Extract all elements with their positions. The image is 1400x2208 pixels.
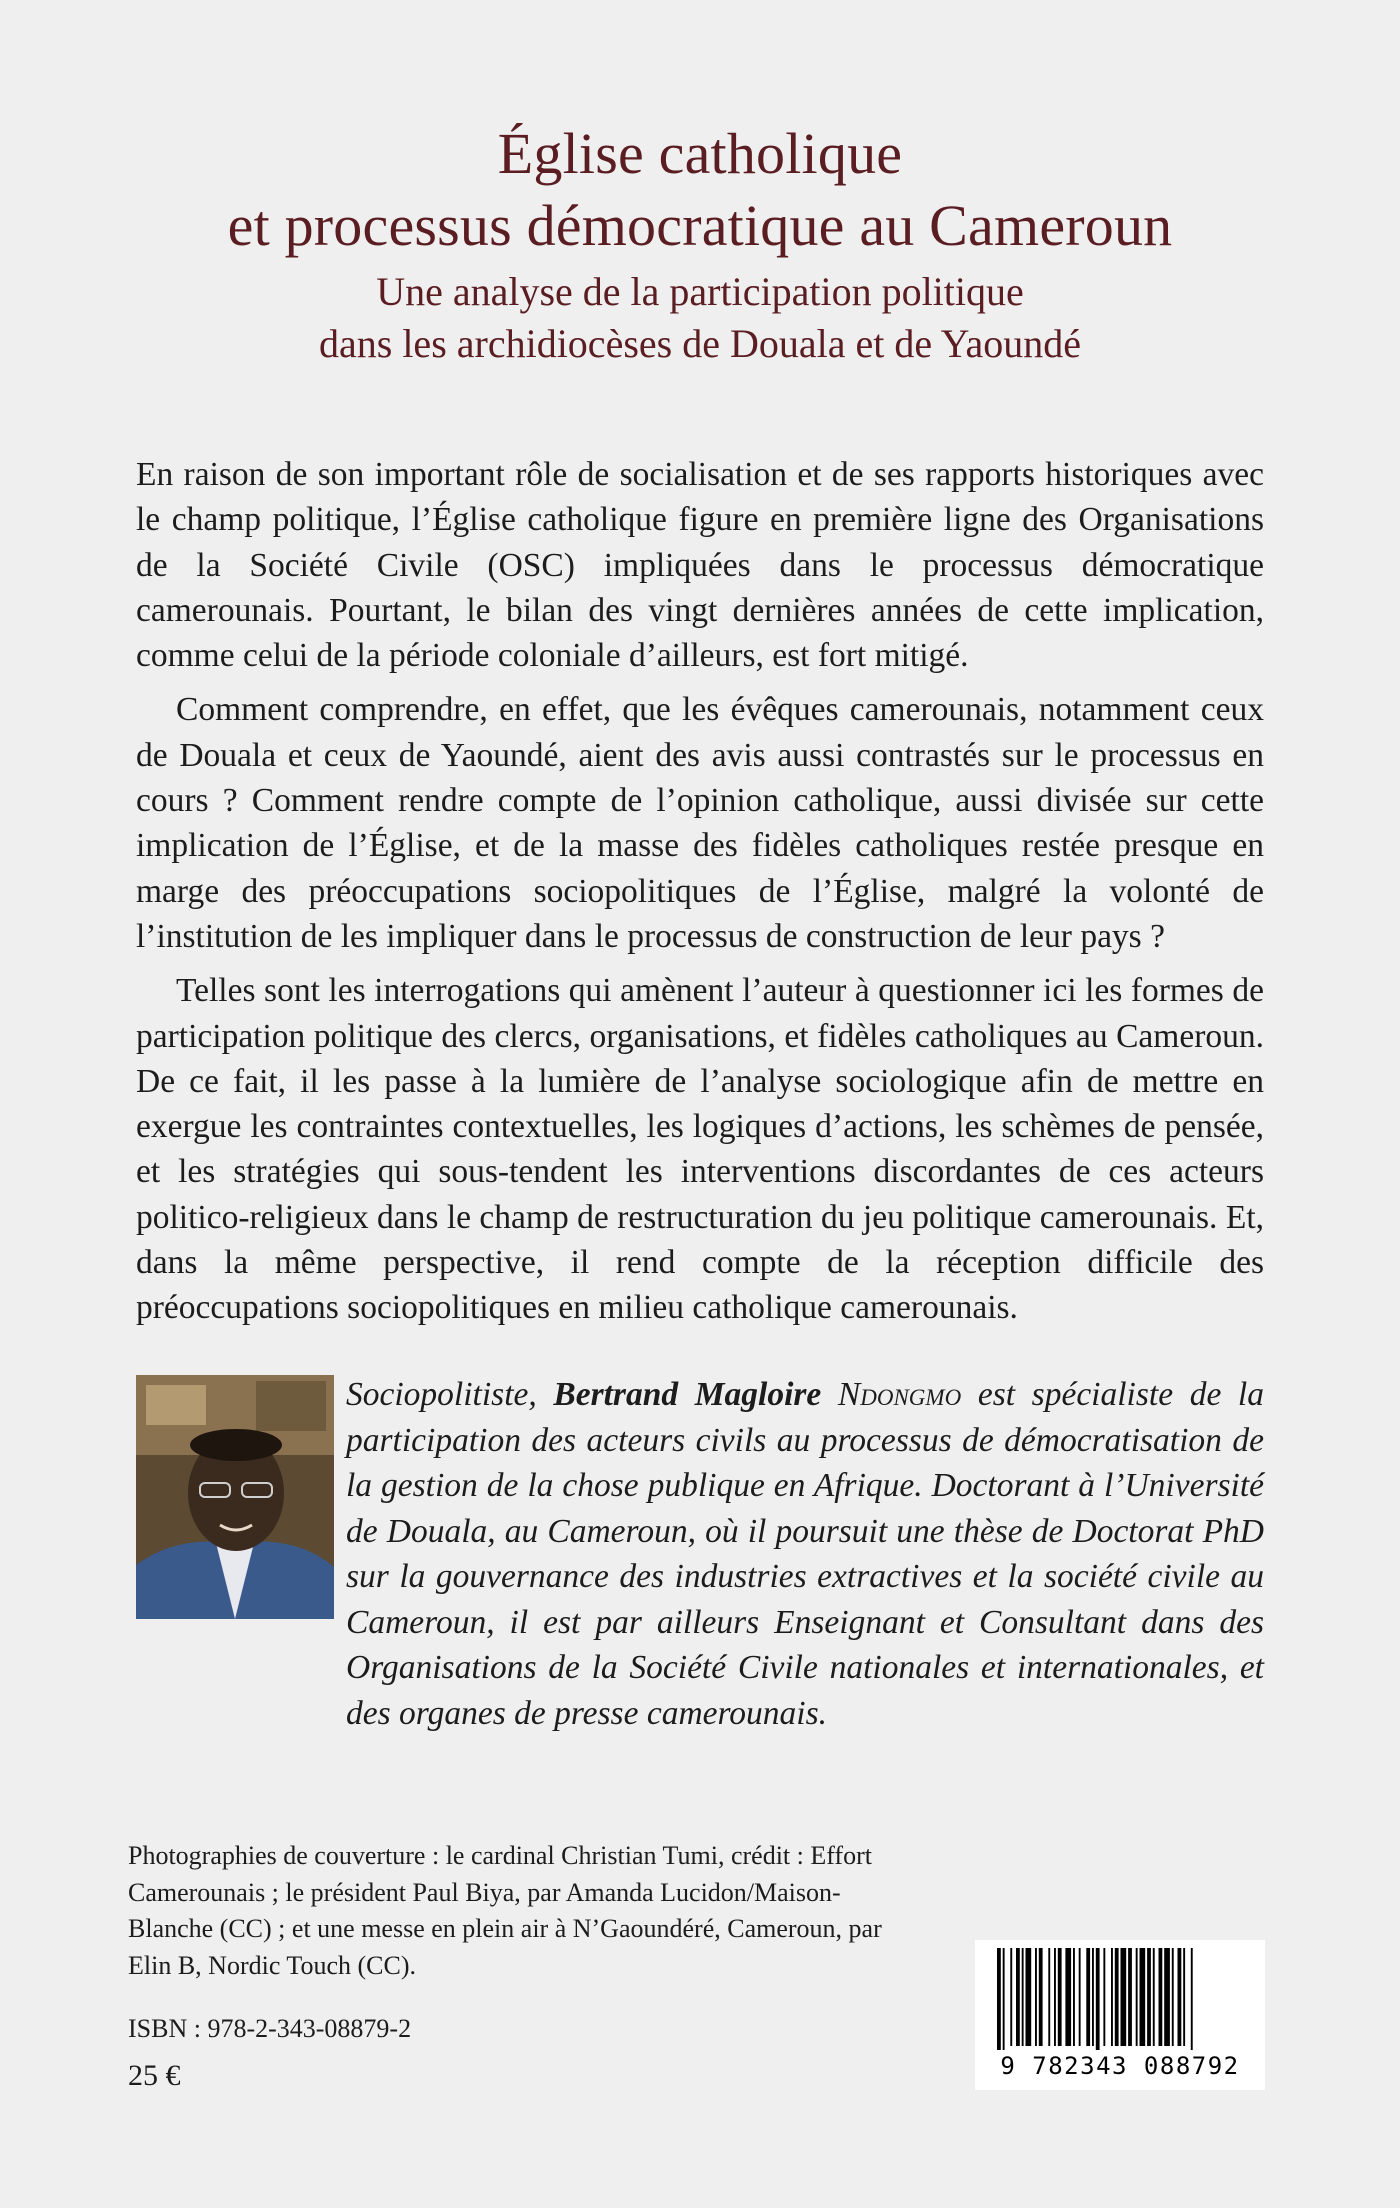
book-title-line-2: et processus démocratique au Cameroun bbox=[227, 193, 1173, 258]
barcode-bar bbox=[1086, 1948, 1090, 2046]
barcode-bar bbox=[1178, 1948, 1182, 2046]
blurb-paragraph-3: Telles sont les interrogations qui amènent l’auteur à questionner ici les formes de participation politique des clercs, organisations, et fidèles catholiques au Cameroun. De ce fait, il les passe à la lumière de l’analyse sociologique afin de mettre en exergue les contraintes contextuelles, les logiques d’actions, les schèmes de pensée, et les stratégies qui sous-tendent les interventions discordantes de ces acteurs politico-religieux dans le champ de restructuration du jeu politique camerounais. Et, dans la même perspective, il rend compte de la réception difficile des préoccupations sociopolitiques en milieu catholique camerounais. bbox=[136, 972, 1264, 1327]
barcode-bar bbox=[1039, 1948, 1043, 2046]
barcode-bar bbox=[1079, 1948, 1081, 2046]
barcode-bar bbox=[1128, 1948, 1132, 2046]
photo-credits: Photographies de couverture : le cardinal Christian Tumi, crédit : Effort Camerounais ; le président Paul Biya, par Amanda Lucidon/Maison-Blanche (CC) ; et une messe en plein air à N’Gaoundéré, Cameroun, par Elin B, Nordic Touch (CC). bbox=[128, 1841, 882, 1980]
barcode bbox=[975, 1940, 1265, 2090]
barcode-bar bbox=[1172, 1948, 1174, 2046]
barcode-bar bbox=[1022, 1948, 1024, 2046]
author-bio-prefix: Sociopolitiste, bbox=[346, 1376, 554, 1413]
barcode-bar bbox=[1092, 1948, 1094, 2046]
book-title-line-1: Église catholique bbox=[497, 121, 903, 186]
barcode-bar bbox=[1026, 1948, 1032, 2046]
barcode-digits: 9 782343 088792 bbox=[1000, 2052, 1240, 2080]
barcode-bar bbox=[1191, 1948, 1193, 2050]
barcode-bar bbox=[1164, 1948, 1170, 2046]
barcode-bar bbox=[1048, 1948, 1050, 2046]
barcode-bar bbox=[1147, 1948, 1151, 2046]
barcode-bar bbox=[1065, 1948, 1071, 2046]
author-bio bbox=[346, 1372, 1264, 1736]
author-photo bbox=[136, 1375, 334, 1619]
author-portrait-illustration bbox=[136, 1375, 334, 1619]
barcode-bar bbox=[1096, 1948, 1100, 2050]
author-first-names: Bertrand Magloire bbox=[553, 1376, 838, 1413]
barcode-bar bbox=[1136, 1948, 1138, 2046]
barcode-bar bbox=[1140, 1948, 1146, 2046]
barcode-bar bbox=[1003, 1948, 1005, 2050]
barcode-bar bbox=[1058, 1948, 1062, 2046]
barcode-bar bbox=[1103, 1948, 1105, 2046]
blurb bbox=[136, 452, 1264, 1340]
barcode-bar bbox=[997, 1948, 1001, 2050]
barcode-bar bbox=[1111, 1948, 1113, 2046]
barcode-bars bbox=[975, 1940, 1265, 2050]
barcode-bar bbox=[1035, 1948, 1037, 2046]
author-surname: Ndongmo bbox=[837, 1376, 962, 1413]
isbn: ISBN : 978-2-343-08879-2 bbox=[128, 2014, 412, 2043]
barcode-bar bbox=[1115, 1948, 1119, 2046]
barcode-bar bbox=[1121, 1948, 1127, 2046]
blurb-paragraph-1: En raison de son important rôle de socialisation et de ses rapports historiques avec le champ politique, l’Église catholique figure en première ligne des Organisations de la Société Civile (OSC) impliquées dans le processus démocratique camerounais. Pourtant, le bilan des vingt dernières années de cette implication, comme celui de la période coloniale d’ailleurs, est fort mitigé. bbox=[136, 456, 1264, 675]
barcode-bar bbox=[1183, 1948, 1185, 2046]
price: 25 € bbox=[128, 2059, 181, 2092]
book-subtitle-line-1: Une analyse de la participation politique bbox=[376, 269, 1024, 314]
blurb-paragraph-2: Comment comprendre, en effet, que les évêques camerounais, notamment ceux de Douala et ceux de Yaoundé, aient des avis aussi contrastés sur le processus en cours ? Comment rendre compte de l’opinion catholique, aussi divisée sur cette implication de l’Église, et de la masse des fidèles catholiques restée presque en marge des préoccupations sociopolitiques de l’Église, malgré la volonté de l’institution de les impliquer dans le processus de construction de leur pays ? bbox=[136, 691, 1264, 955]
barcode-bar bbox=[1054, 1948, 1056, 2046]
title-block bbox=[0, 118, 1400, 370]
barcode-bar bbox=[1159, 1948, 1163, 2046]
barcode-bar bbox=[1010, 1948, 1012, 2046]
barcode-bar bbox=[1153, 1948, 1155, 2046]
barcode-bar bbox=[1073, 1948, 1075, 2046]
barcode-bar bbox=[1016, 1948, 1020, 2046]
author-bio-rest: est spécialiste de la participation des acteurs civils au processus de démocratisation de la gestion de la chose publique en Afrique. Doctorant à l’Université de Douala, au Cameroun, où il poursuit une thèse de Doctorat PhD sur la gouvernance des industries extractives et la société civile au Cameroun, il est par ailleurs Enseignant et Consultant dans des Organisations de la Société Civile nationales et internationales, et des organes de presse camerounais. bbox=[346, 1376, 1264, 1732]
book-subtitle-line-2: dans les archidiocèses de Douala et de Yaoundé bbox=[319, 321, 1081, 366]
